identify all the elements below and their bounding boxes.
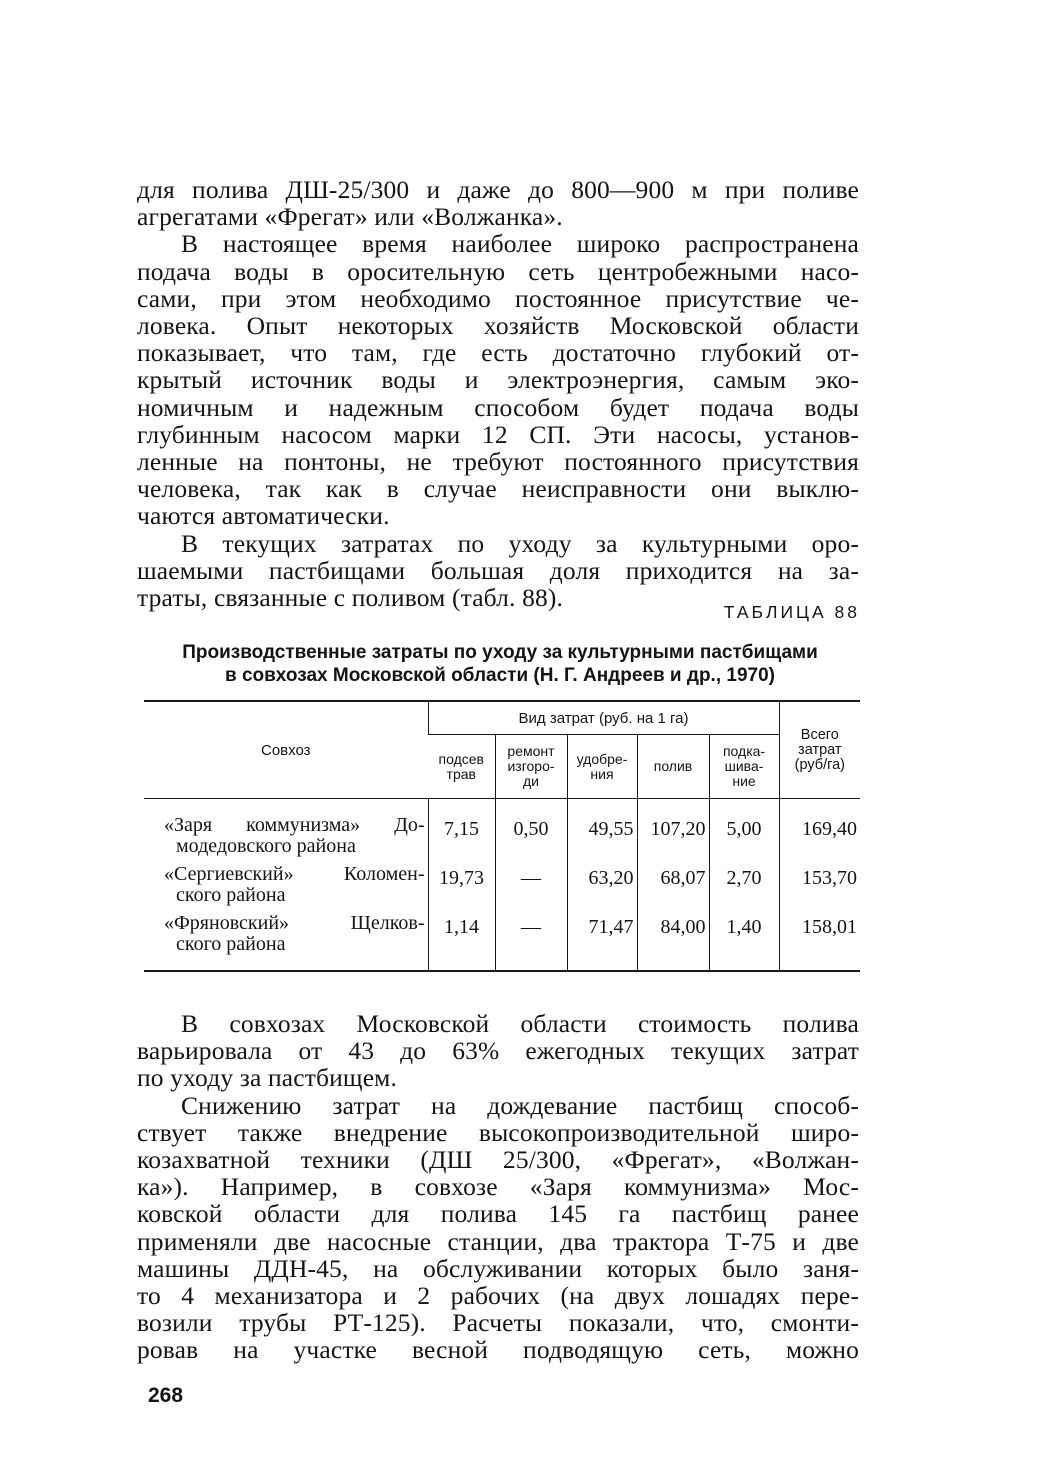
header-line: ния (590, 765, 614, 782)
text-line: В совхозах Московской области стоимость полива (181, 1009, 859, 1038)
table-title-line: в совхозах Московской области (Н. Г. Андреев и др., 1970) (225, 665, 775, 686)
header-poliv (637, 735, 709, 799)
header-line: ремонт (507, 743, 555, 759)
header-podkashivanie (709, 735, 779, 799)
text-line: показывает, что там, где есть достаточно глубокий от- (137, 338, 859, 368)
table-title (140, 641, 860, 687)
cell-podsev: 7,15 (428, 813, 495, 862)
header-line: шива- (724, 758, 764, 774)
text-line: сами, при этом необходимо постоянное присутствие че- (137, 283, 859, 313)
text-block-bottom (137, 1010, 859, 1364)
row-name (144, 862, 428, 911)
row-name (144, 911, 428, 960)
text-line: по уходу за пастбищем. (137, 1063, 397, 1093)
cell-udobrenia: 63,20 (567, 862, 637, 911)
text-line: козахватной техники (ДШ 25/300, «Фрегат», «Волжан- (137, 1145, 859, 1175)
text-line: номичным и надежным способом будет подача воды (137, 392, 859, 422)
page-number: 268 (148, 1384, 184, 1407)
text-line: крытый источник воды и электроэнергия, самым эко- (137, 365, 859, 395)
header-total (779, 702, 860, 799)
text-block-top (137, 176, 859, 611)
text-line: ленные на понтоны, не требуют постоянного присутствия (137, 447, 859, 477)
table-spacer (144, 799, 860, 814)
cell-podsev: 19,73 (428, 862, 495, 911)
cell-podkashivanie: 1,40 (709, 911, 779, 960)
header-total-line: Всего (800, 726, 839, 743)
text-line: человека, так как в случае неисправности они выклю- (137, 474, 859, 504)
text-line: возили трубы РТ-125). Расчеты показали, что, смонти- (137, 1308, 859, 1338)
table-spacer (144, 960, 860, 970)
text-line: машины ДДН-45, на обслуживании которых было заня- (137, 1253, 859, 1283)
text-line: глубинным насосом марки 12 СП. Эти насосы, установ- (137, 419, 859, 449)
header-line: трав (446, 765, 476, 782)
text-line: подача воды в оросительную сеть центробежными насо- (137, 256, 859, 286)
text-line: агрегатами «Фрегат» или «Волжанка». (137, 202, 563, 232)
header-sovkhoz: Совхоз (144, 702, 428, 799)
cell-podkashivanie: 5,00 (709, 813, 779, 862)
text-line: применяли две насосные станции, два трактора Т-75 и две (137, 1226, 859, 1256)
table-row (144, 862, 860, 911)
row-name-line: «Заря коммунизма» До- (164, 814, 425, 836)
cell-poliv: 68,07 (637, 862, 709, 911)
header-line: полив (653, 758, 693, 774)
table-row (144, 911, 860, 960)
header-podsev (428, 735, 495, 799)
header-line: удобре- (576, 750, 628, 767)
row-name-line: «Сергиевский» Коломен- (164, 863, 425, 885)
header-line: изгоро- (507, 758, 555, 774)
cost-table (144, 700, 860, 972)
text-line: траты, связанные с поливом (табл. 88). (137, 583, 564, 613)
text-line: В текущих затратах по уходу за культурными оро- (181, 528, 859, 558)
row-name-line: ского района (176, 884, 286, 906)
cell-poliv: 107,20 (637, 813, 709, 862)
table-label: ТАБЛИЦА 88 (723, 602, 860, 622)
text-line: варьировала от 43 до 63% ежегодных текущих затрат (137, 1036, 859, 1066)
cell-poliv: 84,00 (637, 911, 709, 960)
header-line: ние (732, 773, 756, 789)
text-line: ловека. Опыт некоторых хозяйств Московской области (137, 311, 859, 341)
text-line: ка»). Например, в совхозе «Заря коммунизма» Мос- (137, 1172, 859, 1202)
cell-remont: 0,50 (495, 813, 567, 862)
cell-remont: — (495, 862, 567, 911)
cell-podsev: 1,14 (428, 911, 495, 960)
header-remont (495, 735, 567, 799)
text-line: В настоящее время наиболее широко распространена (181, 229, 859, 259)
header-total-line: (руб/га) (794, 756, 845, 773)
text-line: Снижению затрат на дождевание пастбищ способ- (181, 1090, 859, 1120)
text-line: шаемыми пастбищами большая доля приходится на за- (137, 555, 859, 585)
header-udobrenia (567, 735, 637, 799)
text-line: ствует также внедрение высокопроизводительной широ- (137, 1117, 859, 1147)
cell-total: 169,40 (779, 813, 860, 862)
text-line: ковской области для полива 145 га пастбищ ранее (137, 1199, 859, 1229)
cell-total: 158,01 (779, 911, 860, 960)
table-title-line: Производственные затраты по уходу за культурными пастбищами (182, 642, 818, 663)
row-name (144, 813, 428, 862)
header-cost-group: Вид затрат (руб. на 1 га) (428, 702, 779, 735)
cell-remont: — (495, 911, 567, 960)
text-line: для полива ДШ-25/300 и даже до 800—900 м при поливе (137, 175, 859, 204)
row-name-line: «Фряновский» Щелков- (164, 912, 425, 934)
cost-table-grid (144, 702, 860, 970)
text-line: чаются автоматически. (137, 501, 390, 531)
header-total-line: затрат (798, 741, 842, 758)
text-line: ровав на участке весной подводящую сеть, можно (137, 1335, 859, 1365)
cell-udobrenia: 71,47 (567, 911, 637, 960)
cell-udobrenia: 49,55 (567, 813, 637, 862)
cell-podkashivanie: 2,70 (709, 862, 779, 911)
row-name-line: модедовского района (176, 835, 356, 857)
row-name-line: ского района (176, 933, 286, 955)
cell-total: 153,70 (779, 862, 860, 911)
text-line: то 4 механизатора и 2 рабочих (на двух лошадях пере- (137, 1281, 859, 1311)
table-row (144, 813, 860, 862)
header-line: подсев (438, 750, 484, 767)
header-line: ди (523, 773, 539, 789)
header-line: подка- (722, 743, 766, 759)
